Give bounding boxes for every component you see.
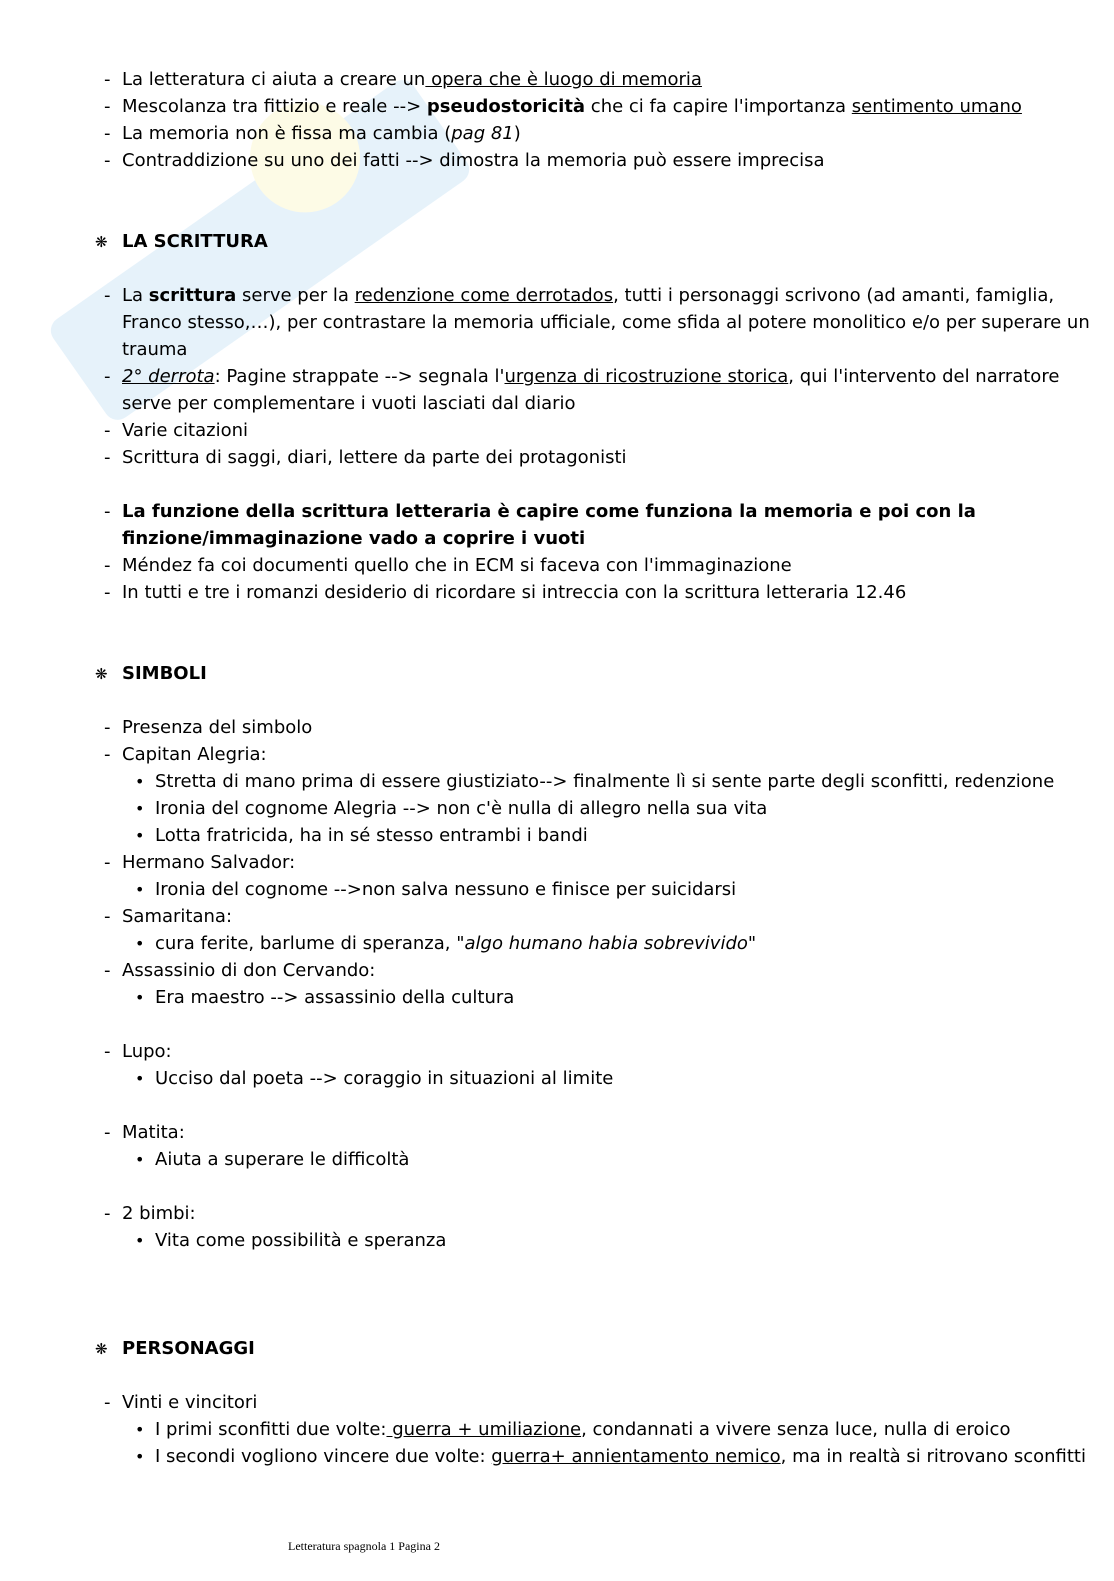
asterisk-icon: ❋ [95,665,108,683]
asterisk-icon: ❋ [95,233,108,251]
asterisk-icon: ❋ [95,1340,108,1358]
page-footer: Letteratura spagnola 1 Pagina 2 [288,1539,440,1553]
